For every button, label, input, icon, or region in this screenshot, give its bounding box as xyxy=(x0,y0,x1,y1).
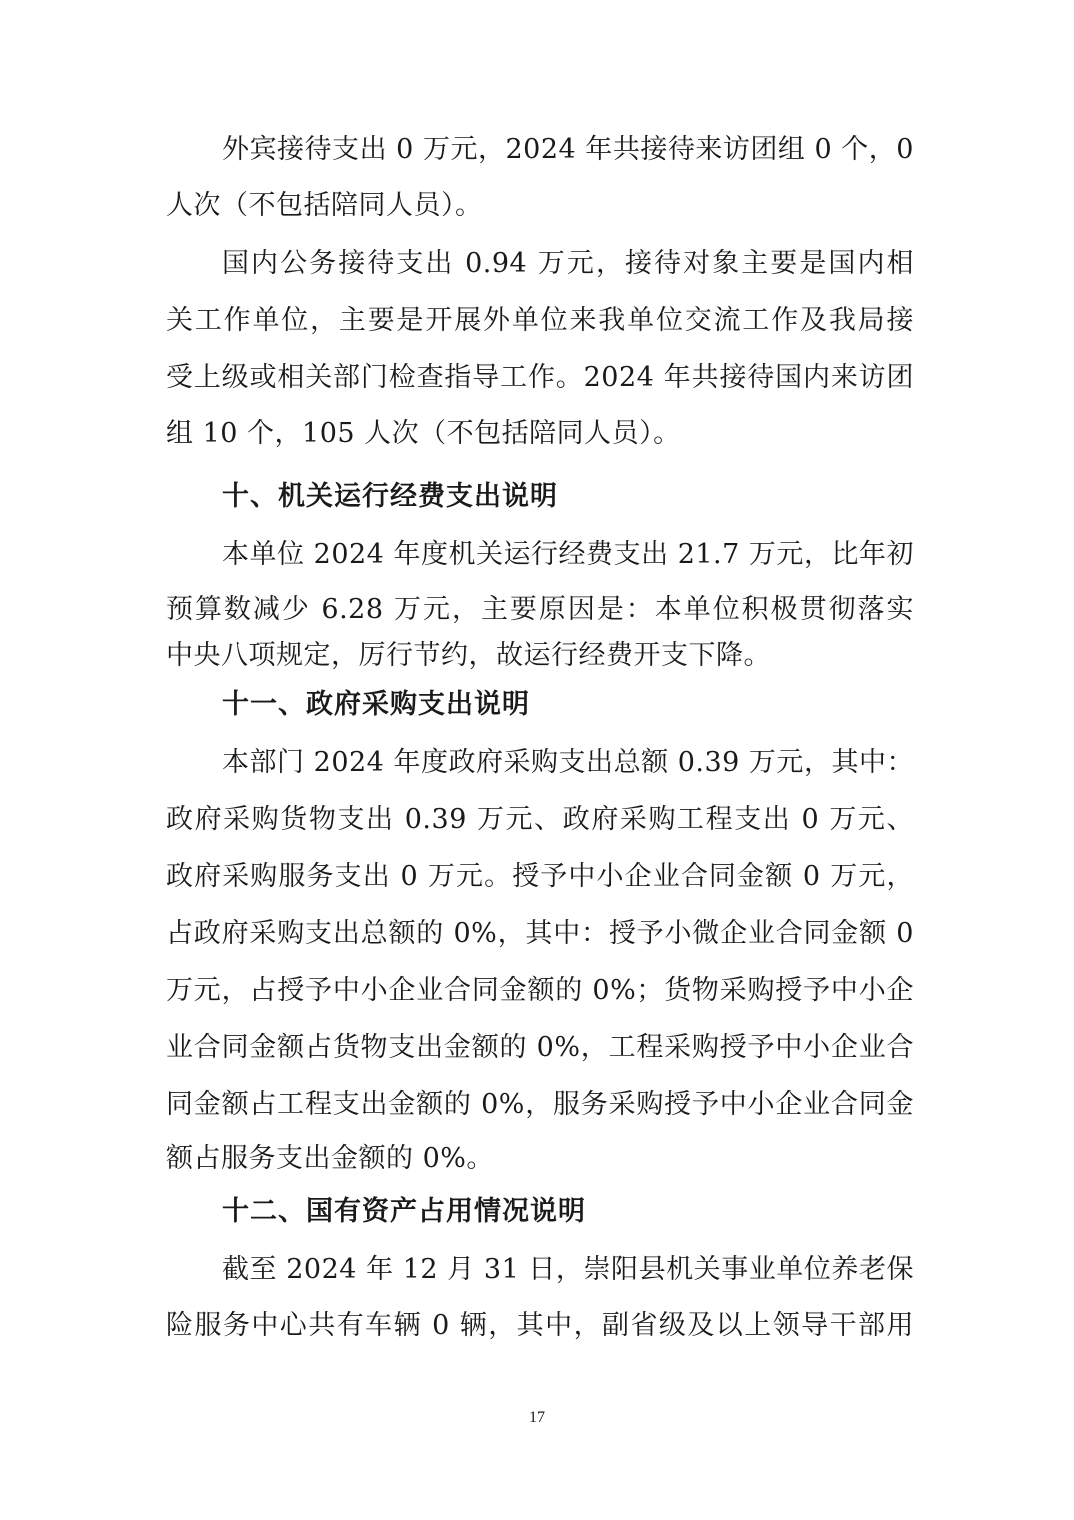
paragraph-line: 业合同金额占货物支出金额的 0%，工程采购授予中小企业合 xyxy=(166,1032,914,1063)
paragraph-line: 额占服务支出金额的 0%。 xyxy=(166,1143,494,1174)
paragraph-line: 预算数减少 6.28 万元，主要原因是：本单位积极贯彻落实 xyxy=(166,594,914,625)
paragraph-line: 政府采购货物支出 0.39 万元、政府采购工程支出 0 万元、 xyxy=(166,804,914,835)
paragraph-line: 占政府采购支出总额的 0%，其中：授予小微企业合同金额 0 xyxy=(166,918,914,949)
paragraph-line: 险服务中心共有车辆 0 辆，其中，副省级及以上领导干部用 xyxy=(166,1310,914,1341)
section-heading: 十、机关运行经费支出说明 xyxy=(222,481,558,512)
paragraph-line: 万元，占授予中小企业合同金额的 0%；货物采购授予中小企 xyxy=(166,975,914,1006)
paragraph-line: 外宾接待支出 0 万元，2024 年共接待来访团组 0 个，0 xyxy=(222,134,914,165)
paragraph-line: 人次（不包括陪同人员）。 xyxy=(166,190,483,221)
paragraph-line: 国内公务接待支出 0.94 万元，接待对象主要是国内相 xyxy=(222,248,914,279)
paragraph-line: 本部门 2024 年度政府采购支出总额 0.39 万元，其中： xyxy=(222,747,914,778)
paragraph-line: 受上级或相关部门检查指导工作。2024 年共接待国内来访团 xyxy=(166,362,914,393)
paragraph-line: 政府采购服务支出 0 万元。授予中小企业合同金额 0 万元， xyxy=(166,861,914,892)
section-heading: 十二、国有资产占用情况说明 xyxy=(222,1196,586,1227)
paragraph-line: 中央八项规定，厉行节约，故运行经费开支下降。 xyxy=(166,640,771,671)
paragraph-line: 截至 2024 年 12 月 31 日，崇阳县机关事业单位养老保 xyxy=(222,1254,914,1285)
page-number: 17 xyxy=(529,1409,545,1426)
paragraph-line: 本单位 2024 年度机关运行经费支出 21.7 万元，比年初 xyxy=(222,539,914,570)
section-heading: 十一、政府采购支出说明 xyxy=(222,689,530,720)
paragraph-line: 关工作单位，主要是开展外单位来我单位交流工作及我局接 xyxy=(166,305,914,336)
paragraph-line: 组 10 个，105 人次（不包括陪同人员）。 xyxy=(166,418,681,449)
paragraph-line: 同金额占工程支出金额的 0%，服务采购授予中小企业合同金 xyxy=(166,1089,914,1120)
